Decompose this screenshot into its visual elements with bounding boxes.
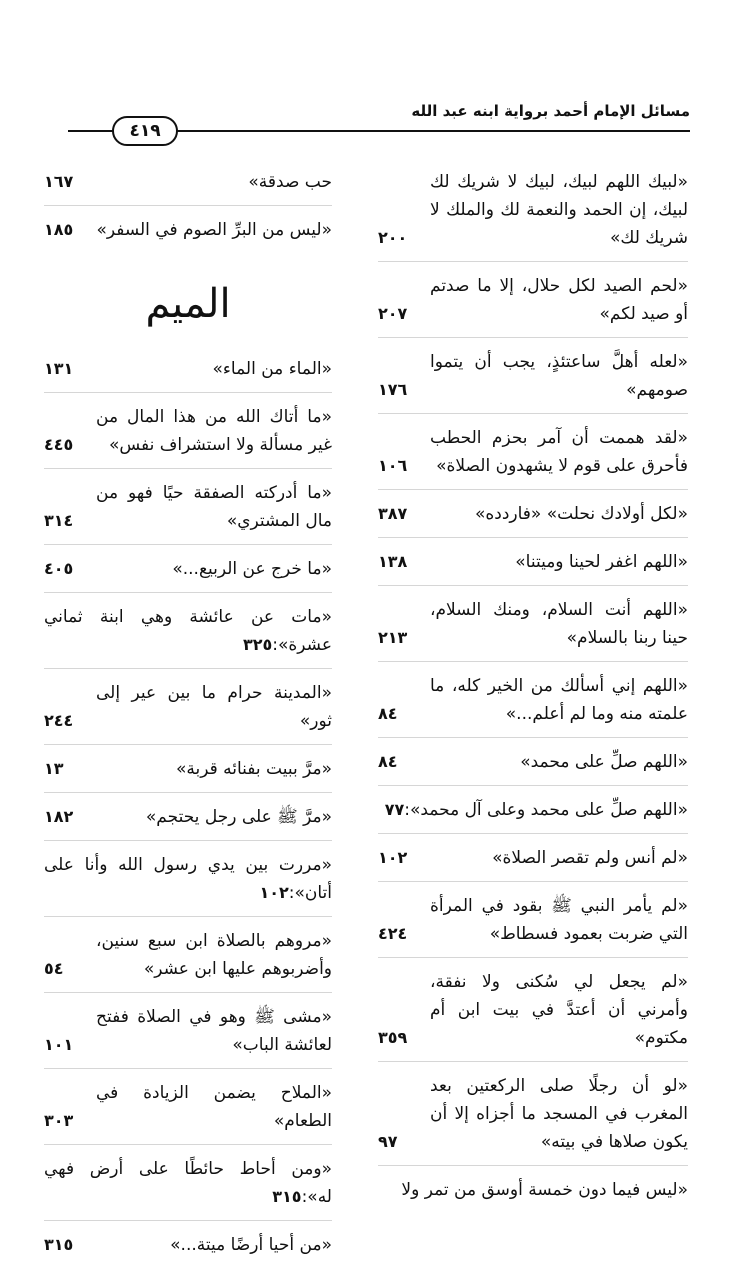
- letter-heading-meem: الميم: [145, 281, 231, 327]
- index-entry-page-number: ٨٤: [378, 704, 398, 723]
- index-entry: [44, 927, 332, 993]
- index-entry: [378, 672, 688, 738]
- index-entry: [378, 748, 688, 786]
- index-entry-text: «اللهم إني أسألك من الخير كله، ما علمته منه وما لم أعلم...»: [430, 676, 688, 724]
- index-entry-text: «مات عن عائشة وهي ابنة ثماني عشرة»:: [44, 607, 332, 655]
- index-entry-page-number: ١٠٢: [259, 883, 289, 902]
- index-entry-page-number: ٣٨٧: [378, 504, 408, 523]
- index-entry: [378, 168, 688, 262]
- index-entry-page-number: ٢٠٧: [378, 304, 408, 323]
- index-entry-page-number: ٢٠٠: [378, 228, 408, 247]
- index-entry-text: «لم أنس ولم تقصر الصلاة»: [492, 848, 688, 868]
- index-entry-page-number: ٤٢٤: [378, 924, 408, 943]
- index-entry: [378, 844, 688, 882]
- index-entry-page-number: ١٠٢: [378, 848, 408, 867]
- index-entry-page-number: ١٦٧: [44, 172, 74, 191]
- index-entry-text: «ما أدركته الصفقة حيًا فهو من مال المشتري»: [96, 483, 332, 531]
- index-entry-text: «اللهم اغفر لحينا وميتنا»: [515, 552, 688, 572]
- index-entry-text: «لعله أهلَّ ساعتئذٍ، يجب أن يتموا صومهم»: [430, 352, 688, 400]
- index-entry-page-number: ٢٤٤: [44, 711, 74, 730]
- index-entry-text: «ليس فيما دون خمسة أوسق من تمر ولا: [401, 1180, 688, 1200]
- index-entry-page-number: ٤٠٥: [44, 559, 74, 578]
- index-entry: [378, 1176, 688, 1213]
- left-column-top: [44, 168, 332, 253]
- page-header-title: مسائل الإمام أحمد برواية ابنه عبد الله: [411, 102, 690, 120]
- index-entry: [44, 1003, 332, 1069]
- index-entry: [44, 851, 332, 917]
- index-entry: [44, 1231, 332, 1268]
- index-entry: [44, 803, 332, 841]
- index-entry-page-number: ٩٧: [378, 1132, 398, 1151]
- index-entry-page-number: ٣١٤: [44, 511, 74, 530]
- index-entry: [44, 679, 332, 745]
- index-entry-page-number: ٢١٣: [378, 628, 408, 647]
- index-entry: [378, 968, 688, 1062]
- index-entry-text: «من أحيا أرضًا ميتة...»: [170, 1235, 332, 1255]
- index-entry-text: «مروهم بالصلاة ابن سبع سنين، وأضربوهم عليها ابن عشر»: [96, 931, 332, 979]
- index-entry-page-number: ٥٤: [44, 959, 64, 978]
- index-entry-text: «مشى ﷺ وهو في الصلاة ففتح لعائشة الباب»: [96, 1007, 332, 1055]
- index-entry: [378, 1072, 688, 1166]
- index-entry-text: «لكل أولادك نحلت» «فاردده»: [474, 504, 688, 524]
- index-entry-page-number: ٣٥٩: [378, 1028, 408, 1047]
- index-entry-page-number: ٧٧: [384, 800, 405, 819]
- left-column: [44, 168, 332, 1278]
- index-entry-page-number: ٤٤٥: [44, 435, 74, 454]
- index-entry-page-number: ١٣١: [44, 359, 74, 378]
- index-entry-text: «ما خرج عن الربيع...»: [172, 559, 332, 579]
- index-entry: [44, 479, 332, 545]
- index-entry: [378, 596, 688, 662]
- index-entry: [44, 403, 332, 469]
- index-entry: [378, 272, 688, 338]
- index-entry-page-number: ١٨٢: [44, 807, 74, 826]
- index-entry-text: «لقد هممت أن آمر بحزم الحطب فأحرق على قوم لا يشهدون الصلاة»: [430, 428, 688, 476]
- index-entry-page-number: ٣٢٥: [242, 635, 273, 654]
- index-entry: [378, 892, 688, 958]
- index-entry-page-number: ١٣٨: [378, 552, 408, 571]
- index-entry: [44, 555, 332, 593]
- index-entry-page-number: ١٠١: [44, 1035, 74, 1054]
- index-entry: [378, 424, 688, 490]
- index-entry: [44, 216, 332, 253]
- index-entry-text: «ليس من البرِّ الصوم في السفر»: [96, 220, 332, 240]
- page-number-badge: ٤١٩: [112, 116, 178, 146]
- index-entry: [44, 168, 332, 206]
- index-entry-text: «لبيك اللهم لبيك، لبيك لا شريك لك لبيك، إن الحمد والنعمة لك والملك لا شريك لك»: [430, 172, 688, 248]
- index-entry-text: «لم يأمر النبي ﷺ بقود في المرأة التي ضربت بعمود فسطاط»: [430, 896, 688, 944]
- index-entry-page-number: ٨٤: [378, 752, 398, 771]
- index-entry-text: «اللهم صلِّ على محمد وعلى آل محمد»:: [404, 800, 688, 820]
- index-entry-text: «مرَّ ﷺ على رجل يحتجم»: [145, 807, 332, 827]
- left-column-bottom: [44, 355, 332, 1268]
- index-entry-text: «مررت بين يدي رسول الله وأنا على أتان»:: [44, 855, 332, 903]
- index-entry-page-number: ١٧٦: [378, 380, 408, 399]
- index-entry: [44, 1155, 332, 1221]
- index-entry: [44, 1079, 332, 1145]
- index-entry-text: «ما أتاك الله من هذا المال من غير مسألة ولا استشراف نفس»: [96, 407, 332, 455]
- index-entry: [378, 500, 688, 538]
- index-entry-page-number: ٣١٥: [272, 1187, 302, 1206]
- index-entry: [378, 548, 688, 586]
- index-entry: [378, 348, 688, 414]
- index-entry-text: «لم يجعل لي سُكنى ولا نفقة، وأمرني أن أعتدَّ في بيت ابن أم مكتوم»: [430, 972, 688, 1048]
- index-entry-text: «ومن أحاط حائطًا على أرض فهي له»:: [44, 1159, 332, 1207]
- index-entry-text: «مرَّ ببيت بفنائه قربة»: [175, 759, 332, 779]
- index-entry-text: «لحم الصيد لكل حلال، إلا ما صدتم أو صيد لكم»: [430, 276, 688, 324]
- index-entry-page-number: ١٣: [44, 759, 64, 778]
- index-entry-text: «المدينة حرام ما بين عير إلى ثور»: [96, 683, 332, 731]
- index-entry: [378, 796, 688, 834]
- index-entry-text: حب صدقة»: [248, 172, 332, 192]
- index-entry-page-number: ١٨٥: [44, 220, 74, 239]
- index-entry-text: «الملاح يضمن الزيادة في الطعام»: [96, 1083, 332, 1131]
- index-entry: [44, 755, 332, 793]
- index-entry-text: «الماء من الماء»: [212, 359, 332, 379]
- index-entry: [44, 355, 332, 393]
- index-entry-text: «لو أن رجلًا صلى الركعتين بعد المغرب في المسجد ما أجزاه إلا أن يكون صلاها في بيته»: [430, 1076, 688, 1152]
- index-entry-text: «اللهم صلِّ على محمد»: [520, 752, 688, 772]
- index-entry-page-number: ٣١٥: [44, 1235, 74, 1254]
- index-entry-page-number: ١٠٦: [378, 456, 408, 475]
- index-entry-page-number: ٣٠٣: [44, 1111, 74, 1130]
- index-entry-text: «اللهم أنت السلام، ومنك السلام، حينا ربنا بالسلام»: [430, 600, 688, 648]
- index-entry: [44, 603, 332, 669]
- right-column: [378, 168, 688, 1223]
